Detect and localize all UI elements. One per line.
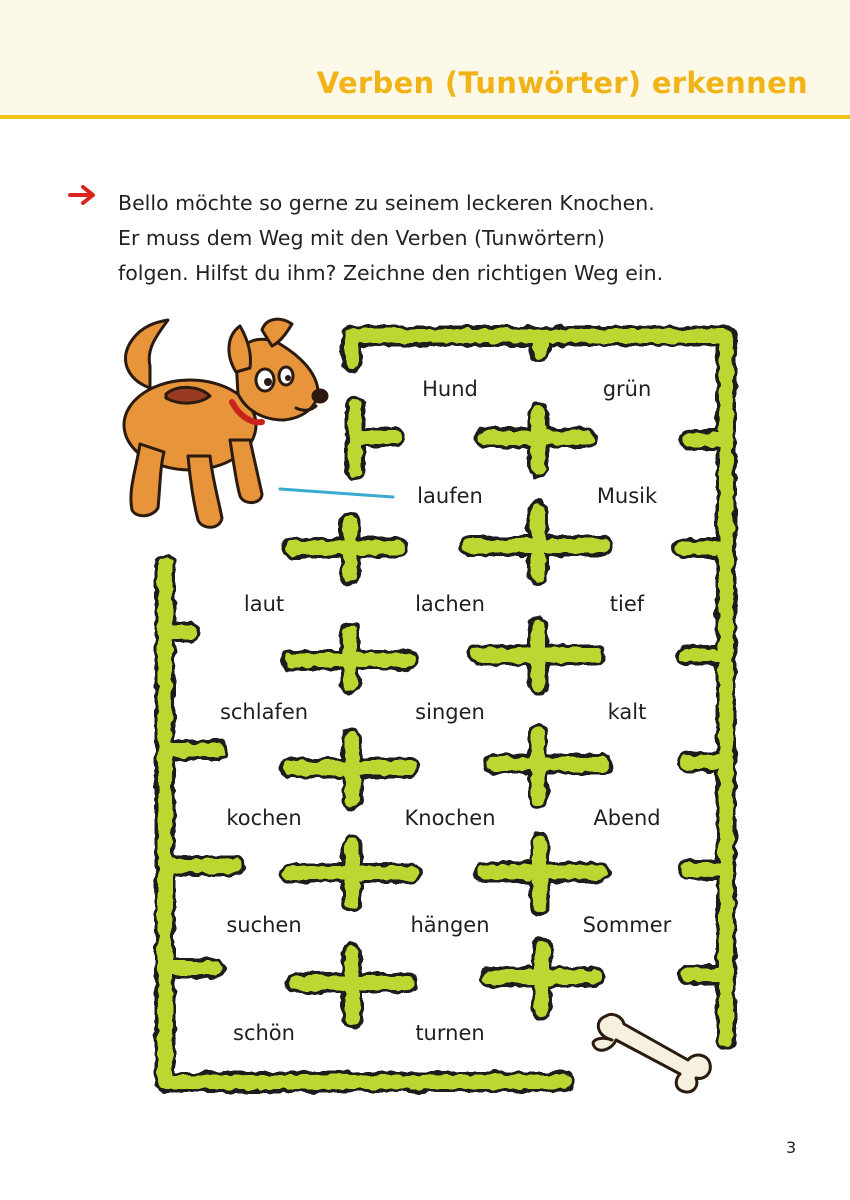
maze-word: hängen <box>410 913 490 937</box>
maze-word: Abend <box>593 806 661 830</box>
instruction-line: Bello möchte so gerne zu seinem leckeren Knochen. <box>118 191 655 215</box>
maze-word: tief <box>609 592 645 616</box>
maze-word: Musik <box>596 484 658 508</box>
maze-word: schlafen <box>219 700 309 724</box>
maze-word: grün <box>602 377 652 401</box>
maze-word: kochen <box>226 806 302 830</box>
maze-word: Sommer <box>582 913 672 937</box>
instruction-line: Er muss dem Weg mit den Verben (Tunwörtern) <box>118 226 605 250</box>
maze-word: laut <box>243 592 285 616</box>
maze-word: singen <box>415 700 485 724</box>
maze-word: Knochen <box>404 806 496 830</box>
page-number: 3 <box>786 1138 797 1157</box>
maze-word: Hund <box>422 377 478 401</box>
maze-word: laufen <box>417 484 483 508</box>
maze-word: schön <box>233 1021 295 1045</box>
maze-word: kalt <box>607 700 647 724</box>
dog-illustration <box>124 319 327 527</box>
page-title: Verben (Tunwörter) erkennen <box>316 66 808 100</box>
maze-word: turnen <box>415 1021 485 1045</box>
bone-icon <box>593 1014 710 1092</box>
drawn-path-line <box>280 489 393 497</box>
maze-word: lachen <box>415 592 485 616</box>
maze-word: suchen <box>226 913 302 937</box>
instruction-line: folgen. Hilfst du ihm? Zeichne den richtigen Weg ein. <box>118 261 664 285</box>
